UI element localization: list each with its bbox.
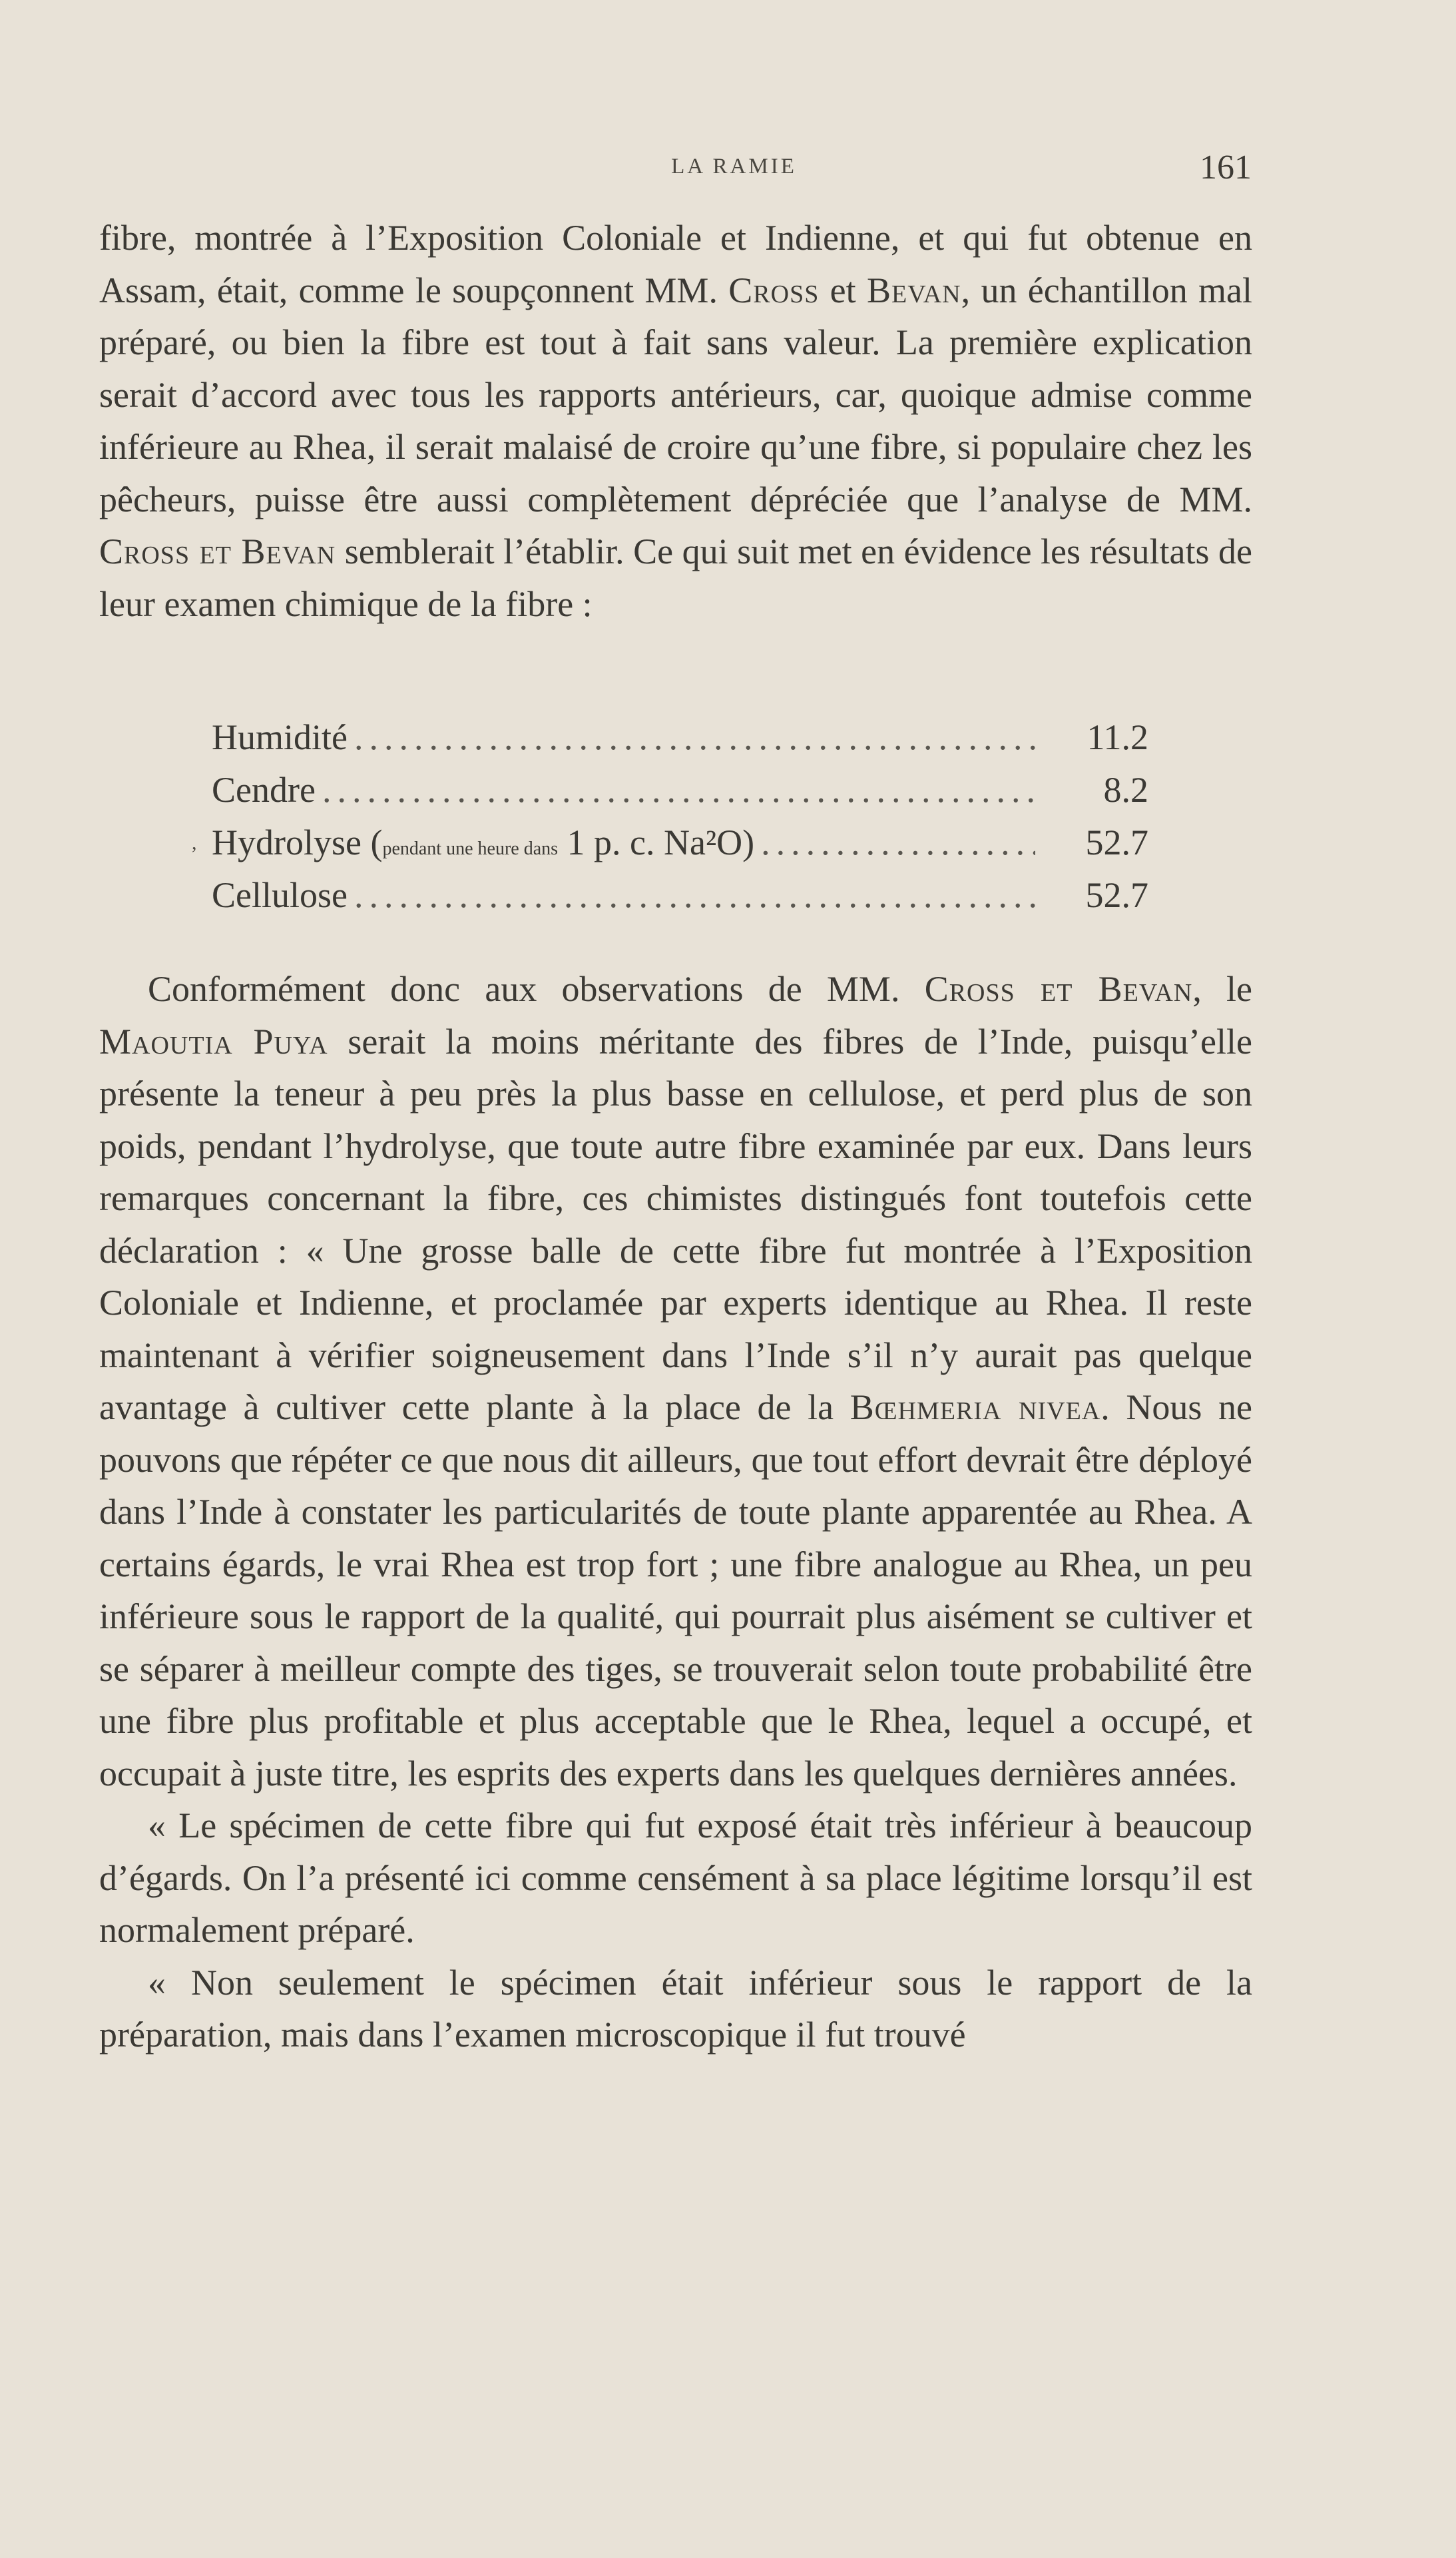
analysis-value: 8.2 xyxy=(1103,770,1148,810)
leader-dots xyxy=(354,869,1035,922)
running-title: LA RAMIE xyxy=(671,155,797,178)
analysis-value: 52.7 xyxy=(1085,875,1148,915)
text-block-lower xyxy=(99,963,1252,2061)
paragraph-4: « Non seulement le spécimen était inférieur sous le rapport de la préparation, mais dans l’examen microscopique il fut trouvé xyxy=(99,1962,1252,2055)
paragraph-1-text-d: semblerait l’établir. Ce qui suit met en évidence les résultats de leur examen chimique de la fibre : xyxy=(99,531,1253,624)
analysis-label-start: Hydrolyse ( xyxy=(212,822,383,862)
analysis-label-note: pendant une heure dans xyxy=(382,838,559,859)
author-name-bevan: Bevan xyxy=(866,270,961,310)
analysis-row xyxy=(192,816,1157,869)
chemical-analysis-table xyxy=(192,711,1157,922)
paragraph-3: « Le spécimen de cette fibre qui fut exposé était très inférieur à beaucoup d’égards. On l’a présenté ici comme censément à sa place légitime lorsqu’il est normalement préparé. xyxy=(99,1805,1252,1950)
paragraph-1 xyxy=(99,212,1252,630)
leader-dots xyxy=(322,764,1035,816)
paragraph-1-text-c: , un échantillon mal préparé, ou bien la fibre est tout à fait sans valeur. La première explication serait d’accord avec tous les rapports antérieurs, car, quoique admise comme inférieure au Rhea, il serait malaisé de croire qu’une fibre, si populaire chez les pêcheurs, puisse être aussi complètement dépréciée que l’analyse de MM. xyxy=(99,270,1252,519)
paragraph-2-text-b: , le xyxy=(1192,969,1253,1009)
paragraph-2 xyxy=(99,963,1252,1799)
species-name-maoutia-puya: Maoutia Puya xyxy=(99,1021,328,1062)
leader-dots xyxy=(354,711,1035,764)
leader-dots xyxy=(761,816,1035,869)
paragraph-2-text-a: Conformément donc aux observations de MM. xyxy=(148,969,925,1009)
paragraph-1-text-a: fibre, montrée à l’Exposition Coloniale et Indienne, et qui fut obtenue en Assam, était, comme le soupçonnent MM. xyxy=(99,218,1252,310)
author-names-cross-bevan: Cross et Bevan xyxy=(99,531,336,571)
species-name-boehmeria-nivea: Bœhmeria nivea xyxy=(849,1387,1101,1427)
text-block-upper xyxy=(99,212,1252,630)
analysis-label xyxy=(212,816,754,875)
page-number: 161 xyxy=(1200,149,1252,186)
author-name-cross: Cross xyxy=(728,270,820,310)
analysis-row xyxy=(212,869,1157,922)
author-names-cross-bevan: Cross et Bevan xyxy=(924,969,1193,1009)
margin-mark: , xyxy=(192,832,197,854)
analysis-value: 52.7 xyxy=(1085,822,1148,862)
analysis-row xyxy=(212,711,1157,764)
paragraph-2-text-c: serait la moins méritante des fibres de l’Inde, puisqu’elle présente la teneur à peu près la plus basse en cellulose, et perd plus de son poids, pendant l’hydrolyse, que toute autre fibre examinée par eux. Dans leurs remarques concernant la fibre, ces chimistes distingués font toutefois cette déclaration : « Une grosse balle de cette fibre fut montrée à l’Exposition Coloniale et Indienne, et proclamée par experts identique au Rhea. Il reste maintenant à vérifier soigneusement dans l’Inde s’il n’y aurait pas quelque avantage à cultiver cette plante à la place de la xyxy=(99,1021,1252,1427)
paragraph-2-text-d: . Nous ne pouvons que répéter ce que nous dit ailleurs, que tout effort devrait être déployé dans l’Inde à constater les particularités de toute plante apparentée au Rhea. A certains égards, le vrai Rhea est trop fort ; une fibre analogue au Rhea, un peu inférieure sous le rapport de la qualité, qui pourrait plus aisément se cultiver et se séparer à meilleur compte des tiges, se trouverait selon toute probabilité être une fibre plus profitable et plus acceptable que le Rhea, lequel a occupé, et occupait à juste titre, les esprits des experts dans les quelques dernières années. xyxy=(99,1387,1253,1793)
paragraph-1-text-b: et xyxy=(819,270,867,310)
analysis-label: Cendre xyxy=(212,770,316,810)
analysis-value: 11.2 xyxy=(1087,717,1148,757)
analysis-label-end: 1 p. c. Na²O) xyxy=(558,822,755,862)
analysis-label: Cellulose xyxy=(212,875,348,915)
analysis-label: Humidité xyxy=(212,717,348,757)
analysis-row xyxy=(212,764,1157,816)
running-head xyxy=(216,148,1252,194)
